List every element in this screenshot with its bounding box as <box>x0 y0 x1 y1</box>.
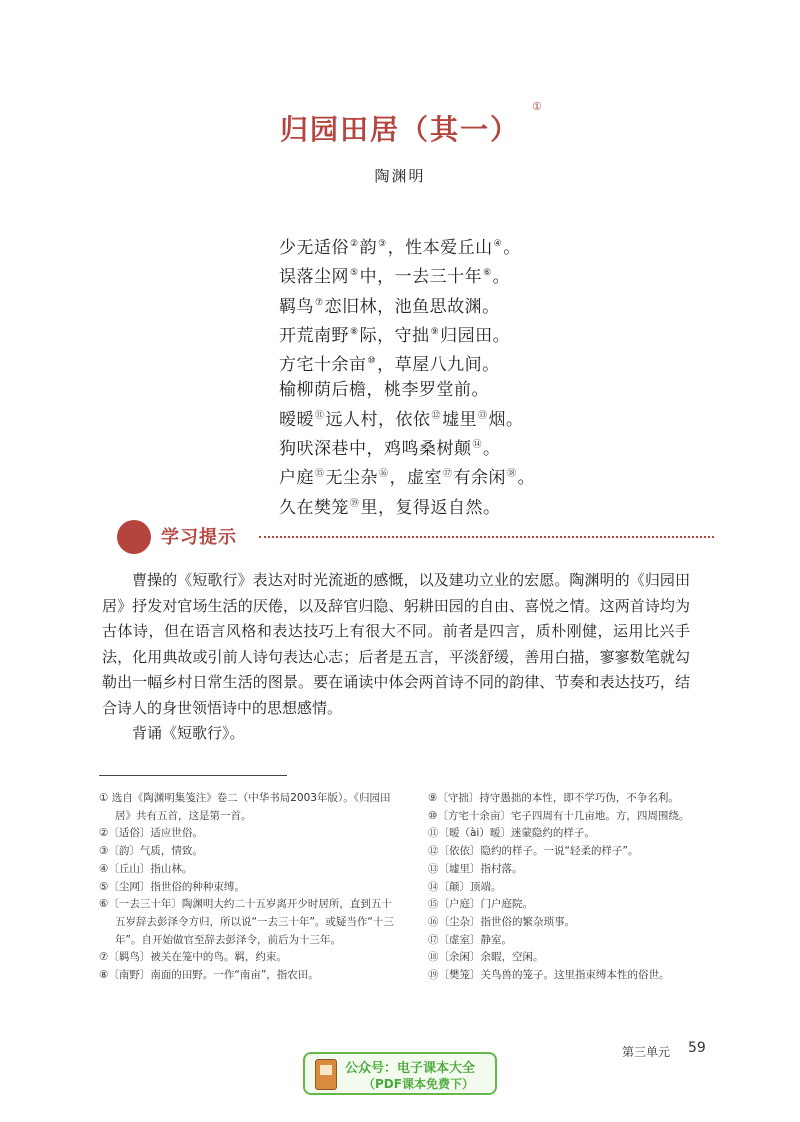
title-wrap <box>0 100 800 148</box>
poem-text: 韵 <box>359 238 378 258</box>
footnote-item: ① 选自《陶渊明集笺注》卷二（中华书局2003年版）。《归园田居》共有五首，这是第一首。 <box>99 792 391 822</box>
poem-text: 开荒南野 <box>279 325 349 346</box>
poem-text: 户庭 <box>279 468 314 489</box>
poem-line <box>279 232 579 261</box>
poem-text: 际，守拙 <box>359 325 430 346</box>
poem-text: 榆柳荫后檐，桃李罗堂前。 <box>279 380 489 401</box>
footnote-item: ⑥〔一去三十年〕陶渊明大约二十五岁离开少时居所，直到五十五岁辞去彭泽令方归，所以说“一去三十年”。或疑当作“十三年”。自开始做官至辞去彭泽令，前后为十三年。 <box>99 898 394 946</box>
footnote-item: ⑦〔羁鸟〕被关在笼中的鸟。羁，约束。 <box>99 951 287 964</box>
poem-text: 久在樊笼 <box>279 497 349 518</box>
footnote-marker[interactable]: ⑫ <box>431 410 442 421</box>
poem-text: 里，复得返自然。 <box>360 497 501 518</box>
poem-text: 暧暧 <box>279 409 314 430</box>
title-footnote-marker[interactable]: ① <box>532 100 544 113</box>
poem-text: 。 <box>517 468 536 489</box>
tips-paragraph: 曹操的《短歌行》表达对时光流逝的感慨，以及建功立业的宏愿。陶渊明的《归园田居》抒发对官场生活的厌倦，以及辞官归隐、躬耕田园的自由、喜悦之情。这两首诗均为古体诗，但在语言风格和表达技巧上有很大不同。前者是四言，质朴刚健，运用比兴手法，化用典故或引前人诗句表达心志；后者是五言，平淡舒缓，善用白描，寥寥数笔就勾勒出一幅乡村日常生活的图景。要在诵读中体会两首诗不同的韵律、节奏和表达技巧，结合诗人的身世领悟诗中的思想感情。 <box>102 571 690 717</box>
footnote-marker[interactable]: ⑮ <box>315 469 325 480</box>
footnote-marker[interactable]: ③ <box>378 239 387 249</box>
poem-line <box>279 404 579 433</box>
poem-text: ，草屋八九间。 <box>377 355 500 376</box>
watermark-banner <box>303 1052 497 1095</box>
footnote-marker[interactable]: ⑱ <box>507 469 517 480</box>
footnote-item: ③〔韵〕气质，情致。 <box>99 845 203 858</box>
footnote-marker[interactable]: ② <box>350 239 359 249</box>
dotted-divider <box>259 536 714 538</box>
watermark-line1: 公众号：电子课本大全 <box>345 1061 476 1076</box>
footnote-item: ⑰〔虚室〕静室。 <box>428 933 512 946</box>
footnote-item: ⑨〔守拙〕持守愚拙的本性，即不学巧伪，不争名利。 <box>428 792 679 804</box>
footnote-item: ⑧〔南野〕南面的田野。一作“南亩”，指农田。 <box>99 969 319 982</box>
poem-text: 狗吠深巷中，鸡鸣桑树颠 <box>279 439 472 460</box>
poem-text: ，虚室 <box>389 468 443 489</box>
poem-line <box>279 433 579 462</box>
poem-text: 远人村，依依 <box>325 409 431 430</box>
footnote-divider <box>99 775 287 776</box>
poem-title <box>279 100 544 148</box>
footnote-marker[interactable]: ⑰ <box>443 469 453 480</box>
study-tips-title: 学习提示 <box>161 527 237 548</box>
poem-text: 。 <box>492 267 511 288</box>
poem-text: 方宅十余亩 <box>279 355 367 376</box>
footnote-item: ⑱〔余闲〕余暇，空闲。 <box>428 951 544 964</box>
poem-text: 墟里 <box>442 409 478 430</box>
footnote-item: ⑲〔樊笼〕关鸟兽的笼子。这里指束缚本性的俗世。 <box>428 969 670 982</box>
footnote-item: ④〔丘山〕指山林。 <box>99 862 193 875</box>
footnote-item: ⑬〔墟里〕指村落。 <box>428 862 523 875</box>
footnote-item: ⑫〔依依〕隐约的样子。一说“轻柔的样子”。 <box>428 845 639 858</box>
footnote-item: ⑯〔尘杂〕指世俗的繁杂琐事。 <box>428 915 575 928</box>
poem-text: 少无适俗 <box>279 238 349 258</box>
poem-line <box>279 349 579 378</box>
footnote-item: ⑪〔暧（ài）暧〕迷蒙隐约的样子。 <box>428 827 595 840</box>
poem-body <box>279 232 579 521</box>
footnote-marker[interactable]: ⑭ <box>472 440 483 451</box>
poem-title-text: 归园田居（其一） <box>279 113 520 146</box>
section-circle-icon <box>117 520 151 554</box>
footnotes-left-column <box>99 790 399 985</box>
footnote-marker[interactable]: ⑦ <box>315 297 324 308</box>
footnote-marker[interactable]: ⑨ <box>430 326 440 337</box>
footnote-item: ⑤〔尘网〕指世俗的种种束缚。 <box>99 880 245 893</box>
footnote-marker[interactable]: ⑪ <box>315 410 325 421</box>
poem-text: 。 <box>503 238 521 258</box>
poem-line <box>279 492 579 521</box>
footnote-marker[interactable]: ⑯ <box>379 469 389 480</box>
unit-label: 第三单元 <box>622 1045 671 1059</box>
poem-text: 中，一去三十年 <box>359 267 483 288</box>
poem-text: 羁鸟 <box>279 296 314 317</box>
poem-text: 误落尘网 <box>279 267 349 288</box>
poem-text: ，性本爱丘山 <box>387 238 493 258</box>
footnote-marker[interactable]: ⑬ <box>478 410 488 421</box>
poem-line <box>279 261 579 290</box>
poem-text: 归园田。 <box>440 325 511 346</box>
footnote-marker[interactable]: ⑩ <box>367 356 377 367</box>
tips-paragraph: 背诵《短歌行》。 <box>132 724 245 742</box>
study-tips-header <box>117 520 717 554</box>
poem-text: 无尘杂 <box>325 468 379 489</box>
poem-text: 。 <box>483 439 501 460</box>
poem-author: 陶渊明 <box>374 167 426 185</box>
book-icon <box>315 1059 337 1090</box>
footnote-item: ⑮〔户庭〕门户庭院。 <box>428 898 533 911</box>
poem-line <box>279 320 579 349</box>
watermark-line2: （PDF课本免费下） <box>363 1077 474 1091</box>
footnote-marker[interactable]: ④ <box>493 239 503 249</box>
poem-line <box>279 462 579 491</box>
poem-text: 恋旧林，池鱼思故渊。 <box>324 296 500 317</box>
footnote-marker[interactable]: ⑲ <box>350 498 360 509</box>
footnote-marker[interactable]: ⑥ <box>483 268 492 279</box>
page-number: 59 <box>688 1040 706 1056</box>
poem-line <box>279 291 579 320</box>
poem-text: 烟。 <box>488 409 524 430</box>
footnotes-right-column <box>428 790 738 985</box>
footnote-marker[interactable]: ⑧ <box>350 326 359 337</box>
footnote-marker[interactable]: ⑤ <box>350 268 359 279</box>
footnote-item: ⑭〔颠〕顶端。 <box>428 880 502 893</box>
study-tips-body <box>102 568 690 747</box>
footnote-item: ②〔适俗〕适应世俗。 <box>99 827 203 840</box>
poem-text: 有余闲 <box>453 468 507 489</box>
poem-line <box>279 378 579 403</box>
footnote-item: ⑩〔方宅十余亩〕宅子四周有十几亩地。方，四周围绕。 <box>428 809 690 822</box>
